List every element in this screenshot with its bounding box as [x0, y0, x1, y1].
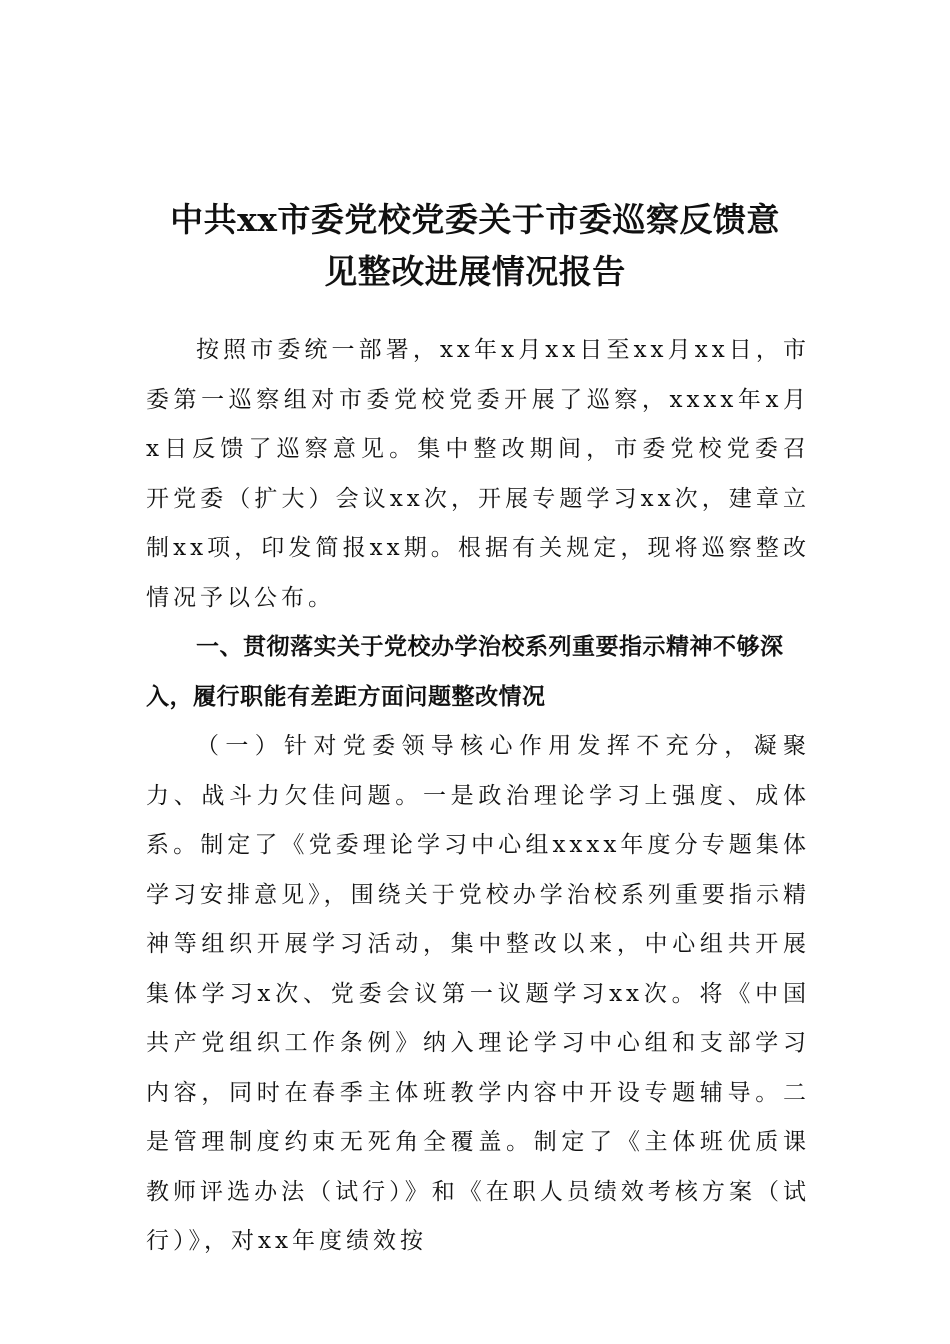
intro-paragraph: 按照市委统一部署，xx年x月xx日至xx月xx日，市委第一巡察组对市委党校党委开展了巡察，xxxx年x月x日反馈了巡察意见。集中整改期间，市委党校党委召开党委（扩大）会议xx次，开展专题学习xx次，建章立制xx项，印发简报xx期。根据有关规定，现将巡察整改情况予以公布。	[146, 337, 810, 611]
title-line-2: 见整改进展情况报告	[324, 252, 626, 292]
section-1-heading: 一、贯彻落实关于党校办学治校系列重要指示精神不够深入，履行职能有差距方面问题整改情况	[146, 634, 784, 710]
document-body	[146, 326, 810, 1267]
section-1-paragraph-1: （一）针对党委领导核心作用发挥不充分，凝聚力、战斗力欠佳问题。一是政治理论学习上强度、成体系。制定了《党委理论学习中心组xxxx年度分专题集体学习安排意见》，围绕关于党校办学治校系列重要指示精神等组织开展学习活动，集中整改以来，中心组共开展集体学习x次、党委会议第一议题学习xx次。将《中国共产党组织工作条例》纳入理论学习中心组和支部学习内容，同时在春季主体班教学内容中开设专题辅导。二是管理制度约束无死角全覆盖。制定了《主体班优质课教师评选办法（试行）》和《在职人员绩效考核方案（试行）》，对xx年度绩效按	[146, 733, 810, 1254]
document-title	[110, 194, 840, 298]
title-line-1: 中共xx市委党校党委关于市委巡察反馈意	[170, 200, 780, 240]
